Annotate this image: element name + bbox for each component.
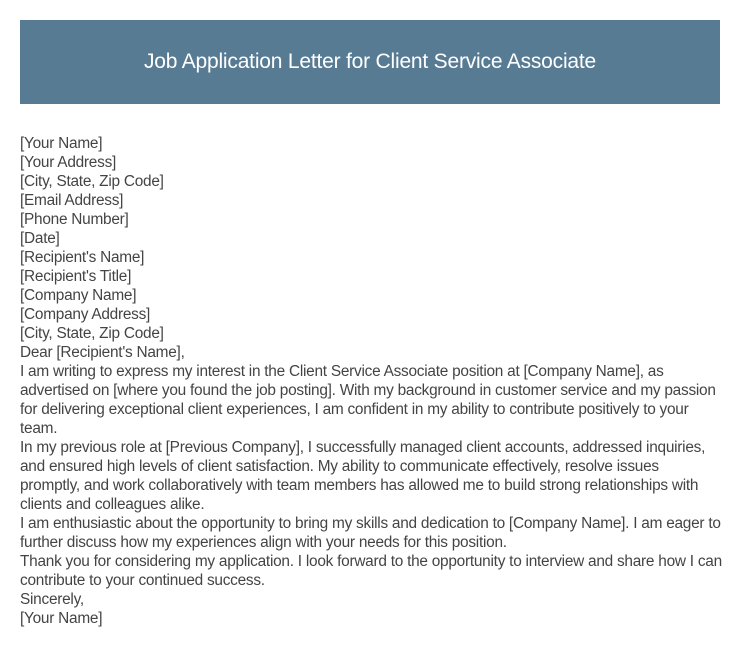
sender-phone: [Phone Number] bbox=[20, 211, 129, 228]
recipient-company: [Company Name] bbox=[20, 287, 137, 304]
page-header bbox=[20, 20, 720, 104]
signature: [Your Name] bbox=[20, 610, 103, 627]
sender-address: [Your Address] bbox=[20, 154, 117, 171]
sender-name: [Your Name] bbox=[20, 135, 103, 152]
paragraph-experience: In my previous role at [Previous Company], I successfully managed client accounts, addressed inquiries, and ensured high levels of client satisfaction. My ability to communicate effectively, resolve issues promptly, and work collaboratively with team members has allowed me to build strong relationships with clients and colleagues alike. bbox=[20, 439, 706, 513]
recipient-name: [Recipient's Name] bbox=[20, 249, 145, 266]
paragraph-enthusiasm: I am enthusiastic about the opportunity to bring my skills and dedication to [Company Name]. I am eager to further discuss how my experiences align with your needs for this position. bbox=[20, 515, 721, 551]
closing: Sincerely, bbox=[20, 591, 84, 608]
recipient-city-state-zip: [City, State, Zip Code] bbox=[20, 325, 164, 342]
page-title: Job Application Letter for Client Service Associate bbox=[143, 50, 597, 73]
paragraph-thanks: Thank you for considering my application. I look forward to the opportunity to interview and share how I can contribute to your continued success. bbox=[20, 553, 722, 589]
paragraph-intro: I am writing to express my interest in the Client Service Associate position at [Company Name], as advertised on [where you found the job posting]. With my background in customer service and my passion for delivering exceptional client experiences, I am confident in my ability to contribute positively to your team. bbox=[20, 363, 716, 437]
letter-date: [Date] bbox=[20, 230, 60, 247]
recipient-address: [Company Address] bbox=[20, 306, 151, 323]
salutation: Dear [Recipient's Name], bbox=[20, 344, 185, 361]
letter-body bbox=[20, 134, 722, 628]
sender-city-state-zip: [City, State, Zip Code] bbox=[20, 173, 164, 190]
recipient-title: [Recipient's Title] bbox=[20, 268, 132, 285]
sender-email: [Email Address] bbox=[20, 192, 124, 209]
